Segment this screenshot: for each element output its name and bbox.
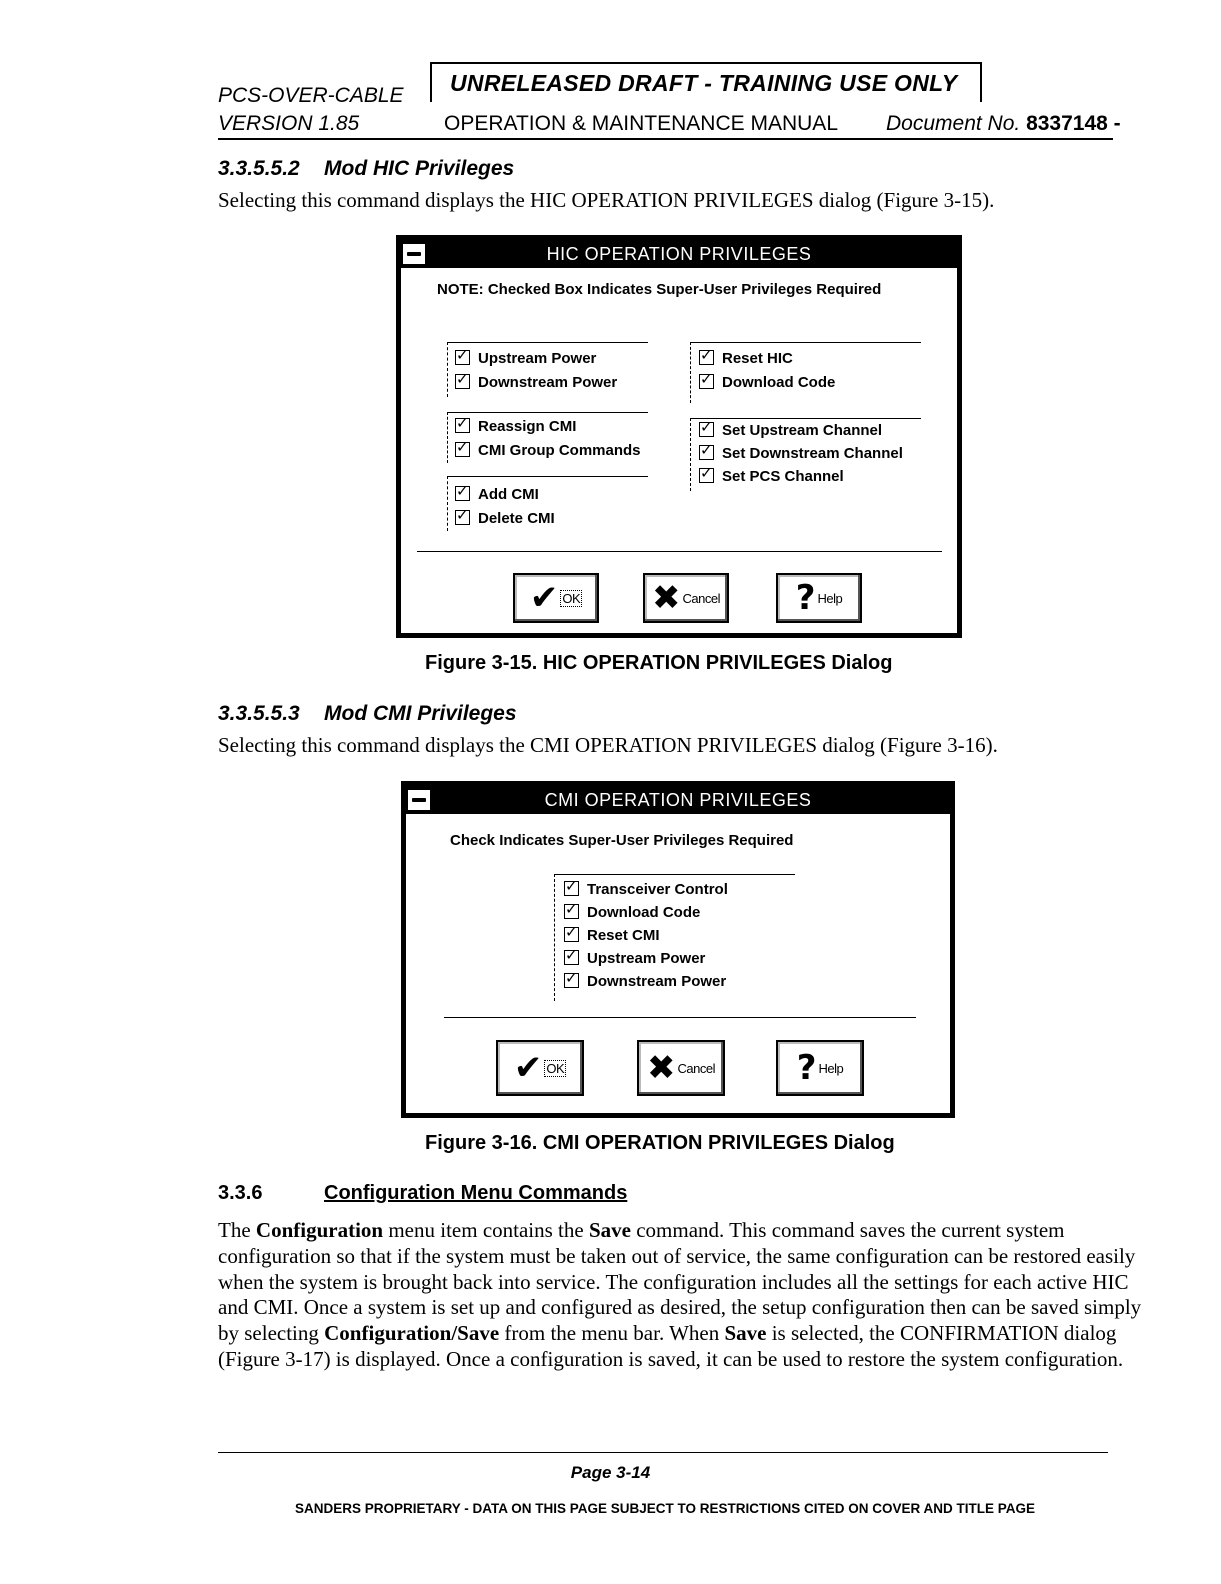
checkbox-label: Upstream Power (587, 950, 706, 967)
checked-checkbox-icon[interactable] (699, 350, 714, 365)
section-text-cmi: Selecting this command displays the CMI OPERATION PRIVILEGES dialog (Figure 3-16). (218, 733, 998, 757)
section-number: 3.3.5.5.2 (218, 157, 300, 180)
help-button[interactable] (776, 1040, 864, 1096)
help-button[interactable] (776, 573, 862, 623)
checkbox-set-upstream-channel[interactable] (699, 422, 882, 439)
doc-label: Document No. (886, 112, 1021, 135)
dialog-divider (444, 1017, 916, 1018)
text-run: menu item contains the (383, 1218, 589, 1242)
section-title: Mod CMI Privileges (324, 702, 517, 725)
header-manual-title: OPERATION & MAINTENANCE MANUAL (444, 112, 838, 135)
checked-checkbox-icon[interactable] (699, 445, 714, 460)
ok-label: OK (562, 590, 581, 606)
section-heading-hic (218, 157, 514, 181)
section-text-hic: Selecting this command displays the HIC OPERATION PRIVILEGES dialog (Figure 3-15). (218, 188, 995, 212)
checked-checkbox-icon[interactable] (455, 486, 470, 501)
figure-caption-3-16: Figure 3-16. CMI OPERATION PRIVILEGES Dialog (425, 1132, 895, 1154)
dialog-title: HIC OPERATION PRIVILEGES (546, 244, 812, 264)
checked-checkbox-icon[interactable] (455, 442, 470, 457)
checkbox-add-cmi[interactable] (455, 486, 539, 503)
hic-privileges-dialog (396, 235, 962, 638)
ok-button[interactable] (496, 1040, 584, 1096)
checkbox-reset-cmi[interactable] (564, 927, 660, 944)
checked-checkbox-icon[interactable] (564, 904, 579, 919)
dialog-note: Check Indicates Super-User Privileges Required (450, 832, 794, 849)
checkbox-label: Add CMI (478, 486, 539, 503)
checkbox-download-code[interactable] (564, 904, 700, 921)
checkbox-upstream-power[interactable] (455, 350, 596, 367)
checkbox-reset-hic[interactable] (699, 350, 793, 367)
doc-number: 8337148 - (1026, 112, 1121, 135)
section-title: Mod HIC Privileges (324, 157, 515, 180)
section-title: Configuration Menu Commands (324, 1182, 628, 1204)
checkbox-download-code[interactable] (699, 374, 835, 391)
checked-checkbox-icon[interactable] (699, 422, 714, 437)
checked-checkbox-icon[interactable] (564, 927, 579, 942)
figure-caption-3-15: Figure 3-15. HIC OPERATION PRIVILEGES Dialog (425, 652, 893, 674)
dialog-note: NOTE: Checked Box Indicates Super-User Privileges Required (437, 281, 882, 298)
configuration-paragraph (218, 1218, 1148, 1373)
checkbox-label: Download Code (722, 374, 836, 391)
checkbox-label: Downstream Power (478, 374, 618, 391)
checkbox-downstream-power[interactable] (455, 374, 617, 391)
dialog-title-bar (406, 786, 950, 814)
page-number: Page 3-14 (570, 1463, 651, 1482)
draft-banner: UNRELEASED DRAFT - TRAINING USE ONLY (450, 70, 958, 96)
checked-checkbox-icon[interactable] (564, 881, 579, 896)
checkbox-label: Downstream Power (587, 973, 727, 990)
checkbox-downstream-power[interactable] (564, 973, 726, 990)
help-label: Help (818, 1060, 844, 1076)
checked-checkbox-icon[interactable] (455, 418, 470, 433)
checkbox-label: Upstream Power (478, 350, 597, 367)
checked-checkbox-icon[interactable] (455, 350, 470, 365)
header-product: PCS-OVER-CABLE (218, 84, 404, 107)
section-number: 3.3.6 (218, 1182, 263, 1204)
checkbox-transceiver-control[interactable] (564, 881, 728, 898)
checkbox-reassign-cmi[interactable] (455, 418, 576, 435)
checked-checkbox-icon[interactable] (455, 374, 470, 389)
cmi-privileges-dialog (401, 781, 955, 1118)
header-version: VERSION 1.85 (218, 112, 360, 135)
checked-checkbox-icon[interactable] (564, 973, 579, 988)
checked-checkbox-icon[interactable] (455, 510, 470, 525)
checkbox-label: Reassign CMI (478, 418, 577, 435)
help-label: Help (817, 590, 843, 606)
checkbox-set-downstream-channel[interactable] (699, 445, 903, 462)
checked-checkbox-icon[interactable] (564, 950, 579, 965)
proprietary-notice: SANDERS PROPRIETARY - DATA ON THIS PAGE SUBJECT TO RESTRICTIONS CITED ON COVER AND TITLE PAGE (294, 1501, 1036, 1516)
text-run: The (218, 1218, 256, 1242)
checkmark-icon: ✔ (513, 1048, 543, 1088)
section-heading-cmi (218, 702, 517, 726)
section-heading-configuration (218, 1182, 627, 1205)
dialog-title-bar (401, 240, 957, 268)
checkbox-label: Set Downstream Channel (722, 445, 903, 462)
x-mark-icon: ✖ (652, 578, 681, 618)
checkbox-label: Set Upstream Channel (722, 422, 883, 439)
dialog-divider (417, 551, 942, 552)
bold-term: Save (724, 1321, 767, 1346)
system-menu-icon[interactable] (403, 244, 427, 264)
checked-checkbox-icon[interactable] (699, 468, 714, 483)
footer-divider (218, 1452, 1108, 1453)
checked-checkbox-icon[interactable] (699, 374, 714, 389)
cancel-label: Cancel (682, 590, 720, 606)
ok-label: OK (546, 1060, 565, 1076)
text-run: command. This command saves the current system configuration so that if the system must be taken out of service, the same configuration can be restored easily when the system is brought back into service. The configuration includes all the settings for each active HIC and CMI. Once a system is set up and configured as desired, the setup configuration then can be saved simply by selecting (218, 1218, 1142, 1346)
ok-button[interactable] (513, 573, 599, 623)
checkbox-label: Download Code (587, 904, 701, 921)
checkbox-label: Delete CMI (478, 510, 555, 527)
question-mark-icon: ? (796, 1048, 817, 1088)
cancel-button[interactable] (643, 573, 729, 623)
cancel-button[interactable] (637, 1040, 725, 1096)
question-mark-icon: ? (795, 578, 816, 618)
text-run: from the menu bar. When (499, 1321, 725, 1346)
checkbox-set-pcs-channel[interactable] (699, 468, 844, 485)
header-divider (218, 138, 1113, 140)
bold-term: Configuration/Save (324, 1321, 500, 1346)
checkbox-delete-cmi[interactable] (455, 510, 555, 527)
bold-term: Configuration (255, 1218, 384, 1242)
section-number: 3.3.5.5.3 (218, 702, 300, 725)
checkbox-label: Reset HIC (722, 350, 793, 367)
bold-term: Save (588, 1218, 631, 1242)
cancel-label: Cancel (677, 1060, 715, 1076)
system-menu-icon[interactable] (408, 790, 432, 810)
checkbox-label: Set PCS Channel (722, 468, 844, 485)
header-document-number (886, 112, 1121, 136)
x-mark-icon: ✖ (647, 1048, 676, 1088)
checkbox-label: Transceiver Control (587, 881, 728, 898)
dialog-title: CMI OPERATION PRIVILEGES (544, 790, 812, 810)
checkbox-label: CMI Group Commands (478, 442, 641, 459)
checkbox-cmi-group-commands[interactable] (455, 442, 641, 459)
checkbox-label: Reset CMI (587, 927, 660, 944)
checkbox-upstream-power[interactable] (564, 950, 705, 967)
checkmark-icon: ✔ (529, 578, 559, 618)
text-run: is selected, the CONFIRMATION dialog (Figure 3-17) is displayed. Once a configuration is saved, it can be used to restore the system configuration. (218, 1321, 1124, 1371)
